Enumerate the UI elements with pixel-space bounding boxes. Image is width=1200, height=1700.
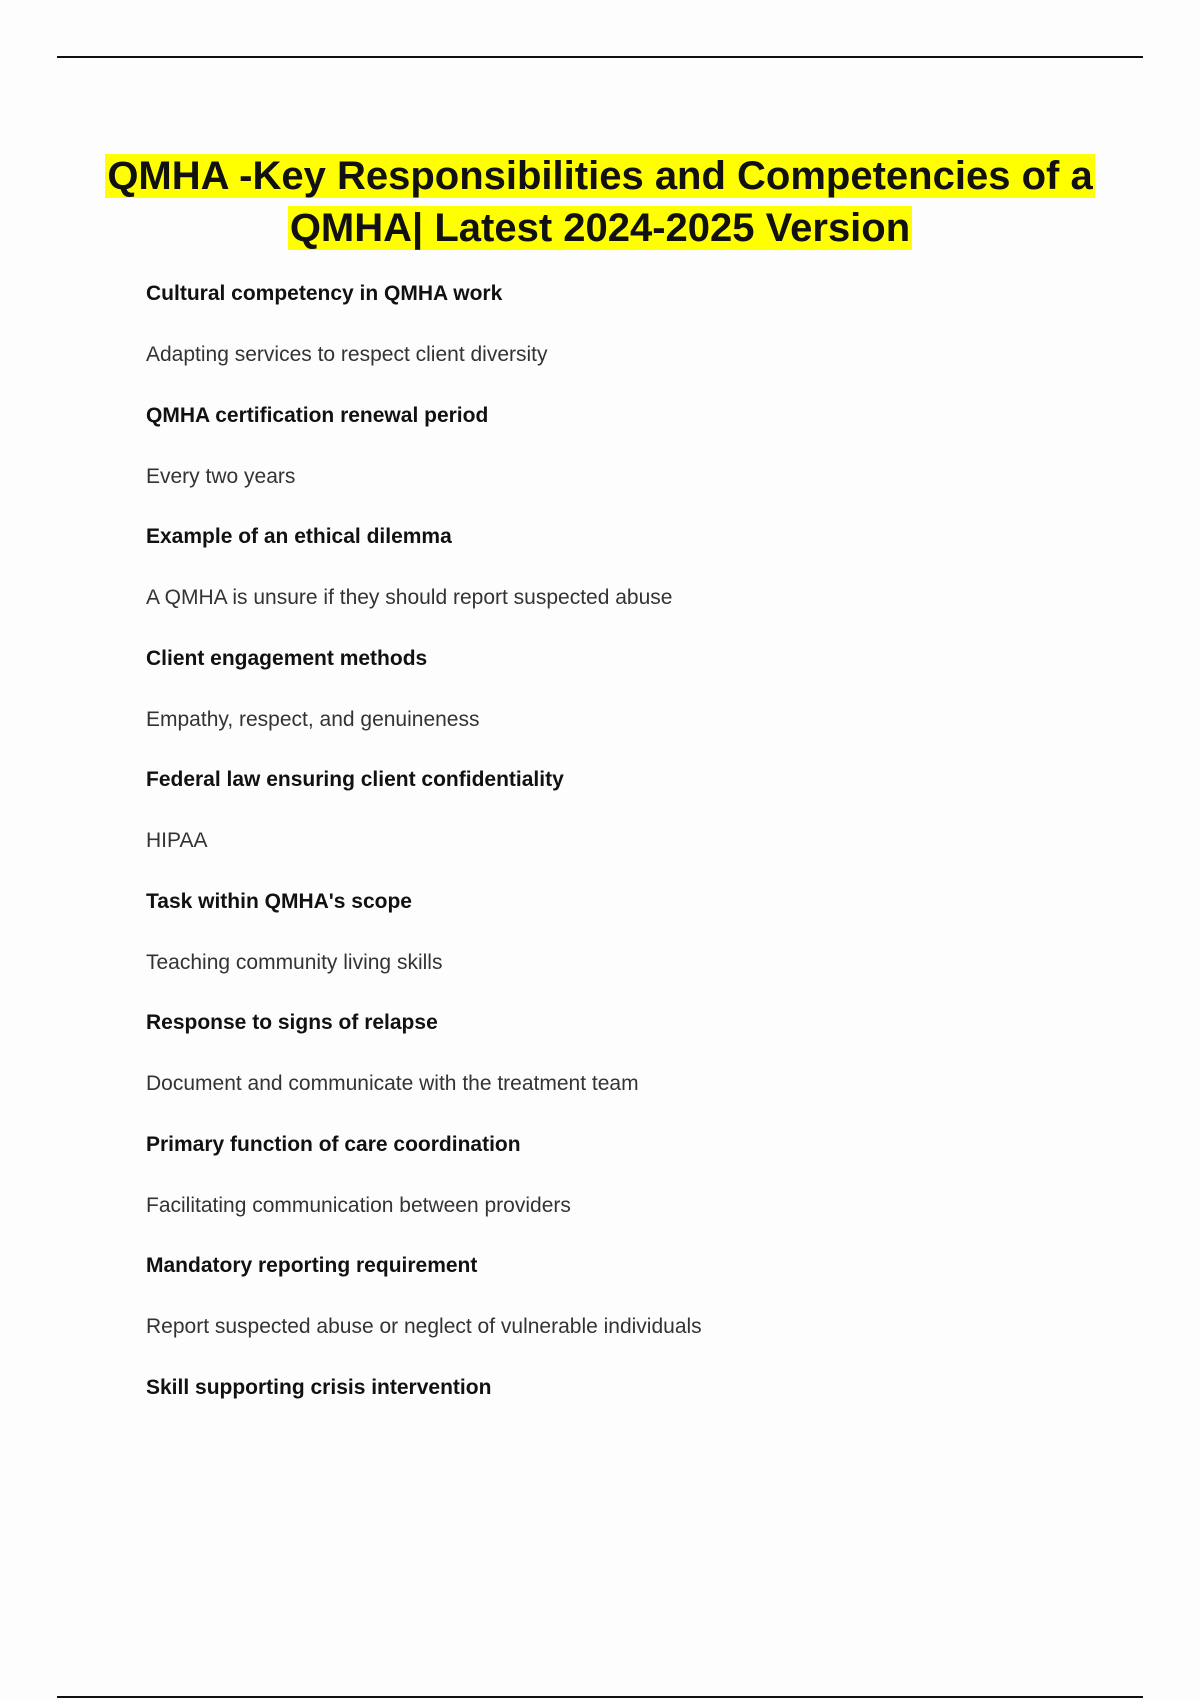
term: Skill supporting crisis intervention bbox=[146, 1375, 492, 1399]
qa-item bbox=[146, 402, 1106, 524]
header-rule bbox=[57, 56, 1143, 58]
term: Cultural competency in QMHA work bbox=[146, 282, 503, 305]
qa-item bbox=[146, 1131, 1106, 1253]
term: QMHA certification renewal period bbox=[146, 403, 489, 427]
qa-item bbox=[146, 1252, 1106, 1374]
definition: Every two years bbox=[146, 464, 296, 488]
qa-item bbox=[146, 1009, 1106, 1131]
footer-rule bbox=[57, 1696, 1143, 1698]
qa-item bbox=[146, 1374, 1106, 1496]
qa-item bbox=[146, 280, 1106, 402]
document-title bbox=[60, 150, 1140, 254]
definition: Teaching community living skills bbox=[146, 950, 443, 974]
title-highlight: QMHA -Key Responsibilities and Competencies of a QMHA| Latest 2024-2025 Version bbox=[107, 154, 1093, 250]
term: Mandatory reporting requirement bbox=[146, 1254, 478, 1277]
qa-item bbox=[146, 523, 1106, 645]
definition: Report suspected abuse or neglect of vulnerable individuals bbox=[146, 1315, 702, 1338]
definition: Facilitating communication between providers bbox=[146, 1193, 571, 1217]
qa-item bbox=[146, 645, 1106, 767]
definition: HIPAA bbox=[146, 829, 208, 852]
term: Task within QMHA's scope bbox=[146, 889, 412, 913]
qa-list bbox=[146, 280, 1106, 1495]
term: Response to signs of relapse bbox=[146, 1011, 438, 1034]
term: Client engagement methods bbox=[146, 646, 428, 670]
term: Primary function of care coordination bbox=[146, 1132, 521, 1156]
definition: A QMHA is unsure if they should report suspected abuse bbox=[146, 586, 673, 609]
definition: Empathy, respect, and genuineness bbox=[146, 707, 480, 731]
qa-item bbox=[146, 888, 1106, 1010]
definition: Document and communicate with the treatment team bbox=[146, 1072, 639, 1095]
qa-item bbox=[146, 766, 1106, 888]
term: Federal law ensuring client confidentiality bbox=[146, 768, 564, 791]
term: Example of an ethical dilemma bbox=[146, 525, 452, 548]
definition: Adapting services to respect client diversity bbox=[146, 343, 548, 366]
